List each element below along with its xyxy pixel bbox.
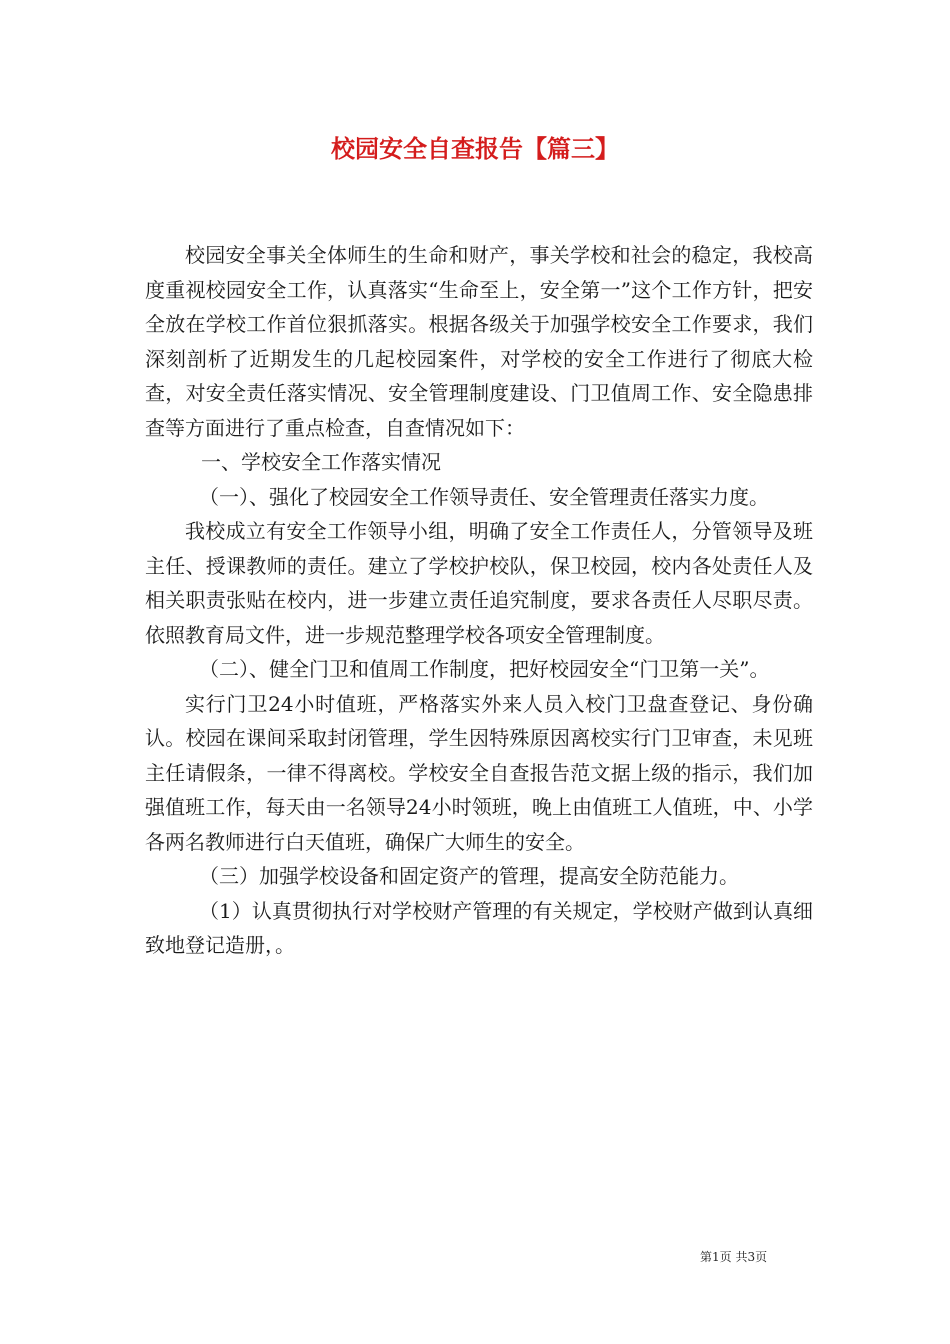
list-item-1: （1）认真贯彻执行对学校财产管理的有关规定，学校财产做到认真细致地登记造册，。: [145, 898, 813, 957]
subsection-heading-1: （一）、强化了校园安全工作领导责任、安全管理责任落实力度。: [199, 484, 769, 509]
page-footer: 第1页 共3页: [700, 1250, 768, 1264]
body-paragraph-2: 实行门卫24小时值班，严格落实外来人员入校门卫盘查登记、身份确认。校园在课间采取封闭管理，学生因特殊原因离校实行门卫审查，未见班主任请假条，一律不得离校。学校安全自查报告范文据上级的指示，我们加强值班工作，每天由一名领导24小时领班，晚上由值班工人值班，中、小学各两名教师进行白天值班，确保广大师生的安全。: [145, 691, 813, 854]
body-paragraph-1: 我校成立有安全工作领导小组，明确了安全工作责任人，分管领导及班主任、授课教师的责任。建立了学校护校队，保卫校园，校内各处责任人及相关职责张贴在校内，进一步建立责任追究制度，要求各责任人尽职尽责。依照教育局文件，进一步规范整理学校各项安全管理制度。: [145, 519, 813, 647]
subsection-heading-3: （三）加强学校设备和固定资产的管理，提高安全防范能力。: [199, 864, 739, 888]
subsection-heading-2: （二）、健全门卫和值周工作制度，把好校园安全“门卫第一关”。: [199, 657, 770, 681]
section-heading-1: 一、学校安全工作落实情况: [201, 450, 441, 474]
document-body: [145, 238, 813, 963]
document-title: 校园安全自查报告【篇三】: [331, 134, 619, 163]
intro-paragraph: 校园安全事关全体师生的生命和财产，事关学校和社会的稳定，我校高度重视校园安全工作，认真落实“生命至上，安全第一”这个工作方针，把安全放在学校工作首位狠抓落实。根据各级关于加强学校安全工作要求，我们深刻剖析了近期发生的几起校园案件，对学校的安全工作进行了彻底大检查，对安全责任落实情况、安全管理制度建设、门卫值周工作、安全隐患排查等方面进行了重点检查，自查情况如下：: [145, 243, 813, 440]
